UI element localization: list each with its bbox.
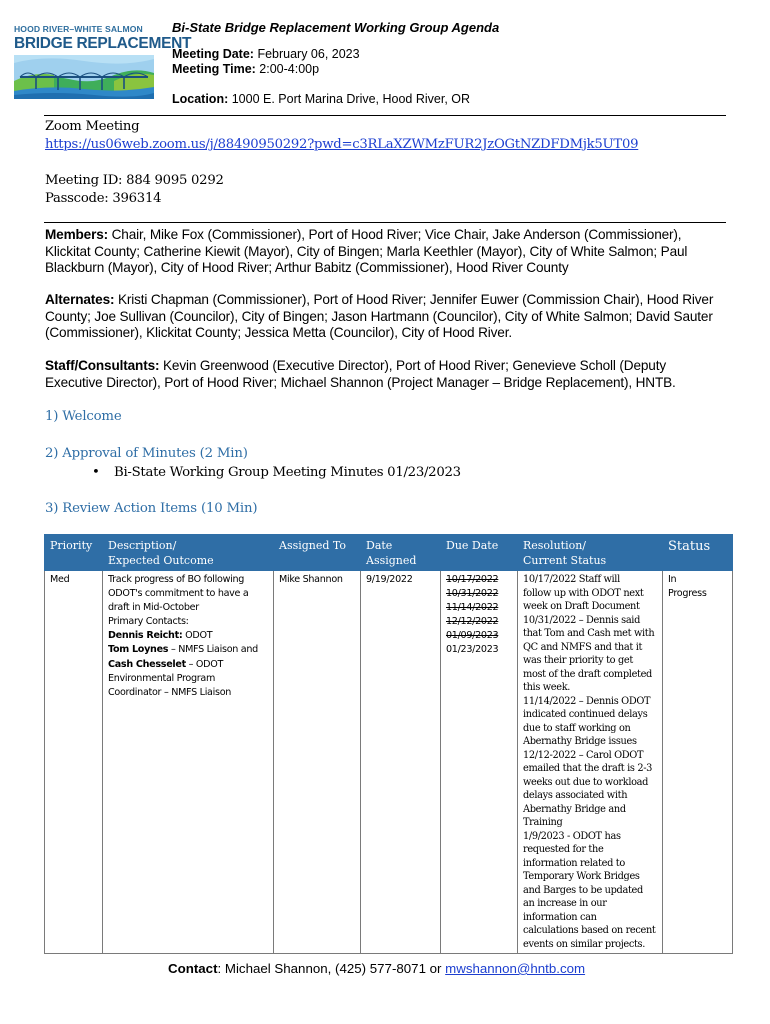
- agenda-item-minutes: 2) Approval of Minutes (2 Min): [45, 446, 248, 461]
- logo-main-text: BRIDGE REPLACEMENT: [14, 35, 192, 52]
- header-due-date: Due Date: [441, 535, 518, 571]
- due-date-struck: 01/09/2023: [446, 630, 499, 642]
- meeting-date-value: February 06, 2023: [257, 47, 360, 61]
- members-text: Chair, Mike Fox (Commissioner), Port of Hood River; Vice Chair, Jake Anderson (Commissioner), Klickitat County; Catherine Kiewit (Mayor), City of Bingen; Marla Keethler (Mayor), City of White Salmon; Paul Blackburn (Mayor), City of Hood River; Arthur Babitz (Commissioner), Hood River County: [45, 227, 688, 275]
- action-items-table: [44, 534, 733, 954]
- zoom-meeting-id: Meeting ID: 884 9095 0292: [45, 173, 224, 188]
- due-date-struck: 11/14/2022: [446, 602, 499, 614]
- minutes-bullet: [92, 465, 461, 480]
- footer-email-link[interactable]: mwshannon@hntb.com: [445, 961, 586, 976]
- cell-status: In Progress: [663, 571, 733, 954]
- logo: [14, 24, 192, 98]
- zoom-passcode: Passcode: 396314: [45, 191, 162, 206]
- members-label: Members:: [45, 227, 109, 242]
- meeting-time-label: Meeting Time:: [172, 62, 256, 76]
- meeting-date: [172, 47, 360, 61]
- header-divider: [44, 115, 726, 116]
- meeting-location: [172, 92, 470, 106]
- staff-label: Staff/Consultants:: [45, 358, 160, 373]
- footer-contact-text: : Michael Shannon, (425) 577-8071 or: [217, 961, 446, 976]
- zoom-link-text[interactable]: https://us06web.zoom.us/j/88490950292?pwd=c3RLaXZWMzFUR2JzOGtNZDFDMjk5UT09: [45, 137, 639, 152]
- header-date-assigned: Date Assigned: [361, 535, 441, 571]
- alternates-paragraph: [45, 292, 725, 342]
- due-date-struck: 10/17/2022: [446, 574, 499, 585]
- table-header-row: [45, 535, 733, 571]
- due-date-current: 01/23/2023: [446, 644, 499, 656]
- agenda-item-welcome: 1) Welcome: [45, 409, 122, 424]
- bullet-icon: •: [92, 465, 100, 480]
- header-priority: Priority: [45, 535, 103, 571]
- cell-due-date: [441, 571, 518, 954]
- alternates-text: Kristi Chapman (Commissioner), Port of Hood River; Jennifer Euwer (Commission Chair), Hood River County; Joe Sullivan (Councilor), City of Bingen; Jason Hartmann (Councilor), City of White Salmon; David Sauter (Commissioner), Klickitat County; Jessica Metta (Councilor), City of Hood River.: [45, 292, 714, 340]
- bridge-logo-icon: [14, 55, 154, 99]
- zoom-link[interactable]: [45, 137, 638, 152]
- minutes-bullet-text: Bi-State Working Group Meeting Minutes 01/23/2023: [114, 465, 461, 480]
- meeting-date-label: Meeting Date:: [172, 47, 254, 61]
- meeting-time: [172, 62, 319, 76]
- zoom-divider: [44, 222, 726, 223]
- due-date-struck: 10/31/2022: [446, 588, 499, 600]
- cell-resolution: 10/17/2022 Staff will follow up with ODOT next week on Draft Document 10/31/2022 – Dennis said that Tom and Cash met with QC and NMFS and that it was their priority to get most of the draft completed this week. 11/14/2022 – Dennis ODOT indicated continued delays due to staff working on Abernathy Bridge issues 12/12-2022 – Carol ODOT emailed that the draft is 2-3 weeks out due to workload delays associated with Abernathy Bridge and Training 1/9/2023 - ODOT has requested for the information related to Temporary Work Bridges and Barges to be updated an increase in our information can calculations based on recent events on similar projects.: [518, 571, 663, 954]
- footer-contact: [168, 961, 585, 976]
- header-resolution: Resolution/ Current Status: [518, 535, 663, 571]
- header-description: Description/ Expected Outcome: [103, 535, 274, 571]
- staff-paragraph: [45, 358, 725, 391]
- footer-contact-label: Contact: [168, 961, 218, 976]
- location-label: Location:: [172, 92, 229, 106]
- agenda-title: Bi-State Bridge Replacement Working Group Agenda: [172, 20, 500, 35]
- location-value: 1000 E. Port Marina Drive, Hood River, OR: [231, 92, 471, 106]
- cell-description: Track progress of BO following ODOT's commitment to have a draft in Mid-October Primary Contacts: Dennis Reicht: ODOT Tom Loynes – NMFS Liaison and Cash Chesselet – ODOT Environmental Program Coordinator – NMFS Liaison: [103, 571, 274, 954]
- staff-text: Kevin Greenwood (Executive Director), Port of Hood River; Genevieve Scholl (Deputy Executive Director), Port of Hood River; Michael Shannon (Project Manager – Bridge Replacement), HNTB.: [45, 358, 676, 390]
- header-assigned-to: Assigned To: [274, 535, 361, 571]
- due-date-struck: 12/12/2022: [446, 616, 499, 628]
- members-paragraph: [45, 227, 725, 277]
- meeting-time-value: 2:00-4:00p: [259, 62, 320, 76]
- cell-priority: Med: [45, 571, 103, 954]
- cell-assigned-to: Mike Shannon: [274, 571, 361, 954]
- logo-top-text: HOOD RIVER–WHITE SALMON: [14, 24, 143, 34]
- cell-date-assigned: 9/19/2022: [361, 571, 441, 954]
- agenda-item-action-items: 3) Review Action Items (10 Min): [45, 501, 258, 516]
- header-status: Status: [663, 535, 733, 571]
- table-row: [45, 571, 733, 954]
- alternates-label: Alternates:: [45, 292, 115, 307]
- zoom-heading: Zoom Meeting: [45, 119, 140, 134]
